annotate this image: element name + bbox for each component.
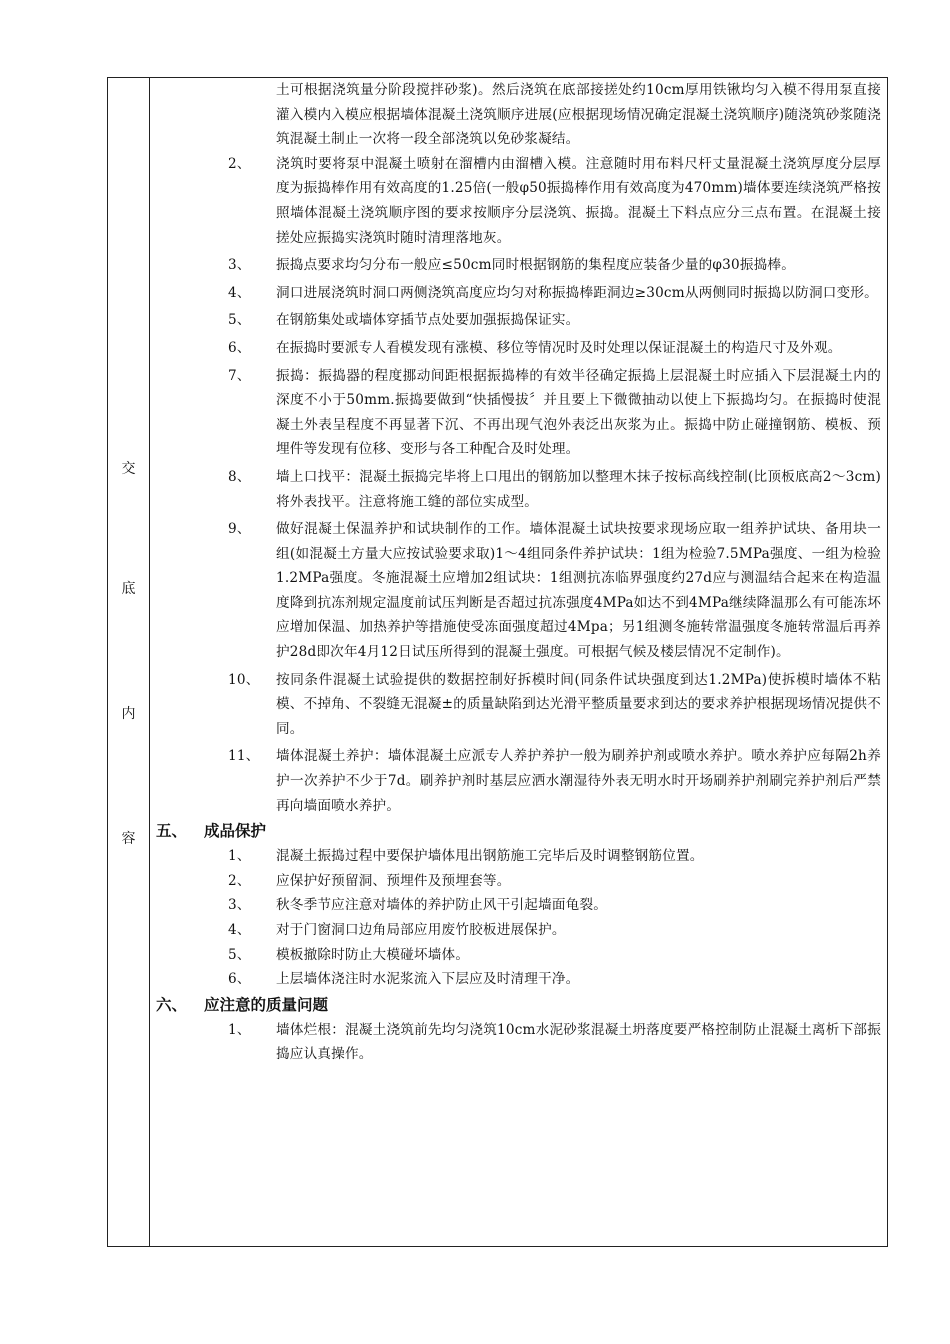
side-label-char: 底 — [121, 581, 136, 597]
list-item: 3、 振捣点要求均匀分布一般应≤50cm同时根据钢筋的集程度应装备少量的φ30振捣棒。 — [228, 257, 796, 274]
list-item: 11、 墙体混凝土养护：墙体混凝土应派专人养护养护一般为刷养护剂或喷水养护。喷水养护应每隔2h养护一次养护不少于7d。刷养护剂时基层应洒水潮湿待外表无明水时开场刷养护剂刷完养护剂后严禁再向墙面喷水养护。 — [228, 748, 881, 814]
list-item: 1、 墙体烂根：混凝土浇筑前先均匀浇筑10cm水泥砂浆混凝土坍落度要严格控制防止混凝土离析下部振捣应认真操作。 — [228, 1021, 881, 1063]
list-item: 8、 墙上口找平：混凝土振捣完毕将上口甩出的钢筋加以整理木抹子按标高线控制(比顶板底高2～3cm)将外表找平。注意将施工缝的部位实成型。 — [228, 468, 881, 510]
list-item: 5、 模板撤除时防止大模碰坏墙体。 — [228, 946, 470, 963]
list-item: 1、 混凝土振捣过程中要保护墙体甩出钢筋施工完毕后及时调整钢筋位置。 — [228, 848, 704, 865]
list-item: 6、 在振捣时要派专人看模发现有涨模、移位等情况时及时处理以保证混凝土的构造尺寸及外观。 — [228, 339, 842, 356]
document-table — [107, 77, 888, 1247]
list-b — [156, 844, 881, 992]
list-item: 6、 上层墙体浇注时水泥浆流入下层应及时清理干净。 — [228, 971, 580, 988]
list-item: 10、 按同条件混凝土试验提供的数据控制好拆模时间(同条件试块强度到达1.2MPa)使拆模时墙体不粘模、不掉角、不裂缝无混凝±的质量缺陷到达光滑平整质量要求到达的要求养护根据现场情况提供不同。 — [228, 671, 881, 737]
side-label-char: 容 — [121, 831, 136, 847]
list-item: 2、 浇筑时要将泵中混凝土喷射在溜槽内由溜槽入模。注意随时用布料尺杆丈量混凝土浇筑厚度分层厚度为振捣棒作用有效高度的1.25倍(一般φ50振捣棒作用有效高度为470mm)墙体要连续浇筑严格按照墙体混凝土浇筑顺序图的要求按顺序分层浇筑、振捣。混凝土下料点应分三点布置。在混凝土接搓处应振捣实浇筑时随时清理落地灰。 — [228, 155, 881, 246]
column-divider — [149, 78, 150, 1246]
list-item: 7、 振捣：振捣器的程度挪动间距根据振捣棒的有效半径确定振捣上层混凝土时应插入下层混凝土内的深度不小于50mm.振捣要做到“快插慢拔〞并且要上下微微抽动以使上下振捣均匀。在振捣时使混凝土外表呈程度不再显著下沉、不再出现气泡外表泛出灰浆为止。振捣中防止碰撞钢筋、模板、预埋件等发现有位移、变形与各工种配合及时处理。 — [228, 367, 881, 458]
list-item: 3、 秋冬季节应注意对墙体的养护防止风干引起墙面龟裂。 — [228, 897, 608, 914]
list-a — [156, 152, 881, 818]
list-item: 9、 做好混凝土保温养护和试块制作的工作。墙体混凝土试块按要求现场应取一组养护试块、备用块一组(如混凝土方量大应按试验要求取)1～4组同条件养护试块：1组为检验7.5MPa强度、一组为检验1.2MPa强度。冬施混凝土应增加2组试块：1组测抗冻临界强度约27d应与测温结合起来在构造温度降到抗冻剂规定温度前试压判断是否超过抗冻强度4MPa如达不到4MPa继续降温那么有可能冻坏应增加保温、加热养护等措施使受冻面强度超过4Mpa；另1组测冬施转常温强度冬施转常温后再养护28d即次年4月12日试压所得到的混凝土强度。可根据气候及楼层情况不定制作)。 — [228, 521, 881, 661]
side-label-char: 交 — [121, 461, 136, 477]
list-item: 4、 对于门窗洞口边角局部应用废竹胶板进展保护。 — [228, 922, 566, 938]
list-item: 2、 应保护好预留洞、预埋件及预埋套等。 — [228, 872, 511, 889]
content-cell — [156, 78, 881, 1067]
list-item: 4、 洞口进展浇筑时洞口两侧浇筑高度应均匀对称振捣棒距洞边≥30cm从两侧同时振捣以防洞口变形。 — [228, 284, 878, 301]
list-c — [156, 1018, 881, 1067]
section-heading: 六、 应注意的质量问题 — [156, 994, 329, 1014]
continuation-paragraph: 土可根据浇筑量分阶段搅拌砂浆)。然后浇筑在底部接搓处约10cm厚用铁锹均匀入模不得用泵直接灌入模内入模应根据墙体混凝土浇筑顺序进展(应根据现场情况确定混凝土浇筑顺序)随浇筑砂浆随浇筑混凝土制止一次将一段全部浇筑以免砂浆凝结。 — [276, 82, 881, 148]
section-heading: 五、 成品保护 — [156, 821, 267, 841]
list-item: 5、 在钢筋集处或墙体穿插节点处要加强振捣保证实。 — [228, 312, 580, 329]
side-label-char: 内 — [121, 706, 136, 722]
